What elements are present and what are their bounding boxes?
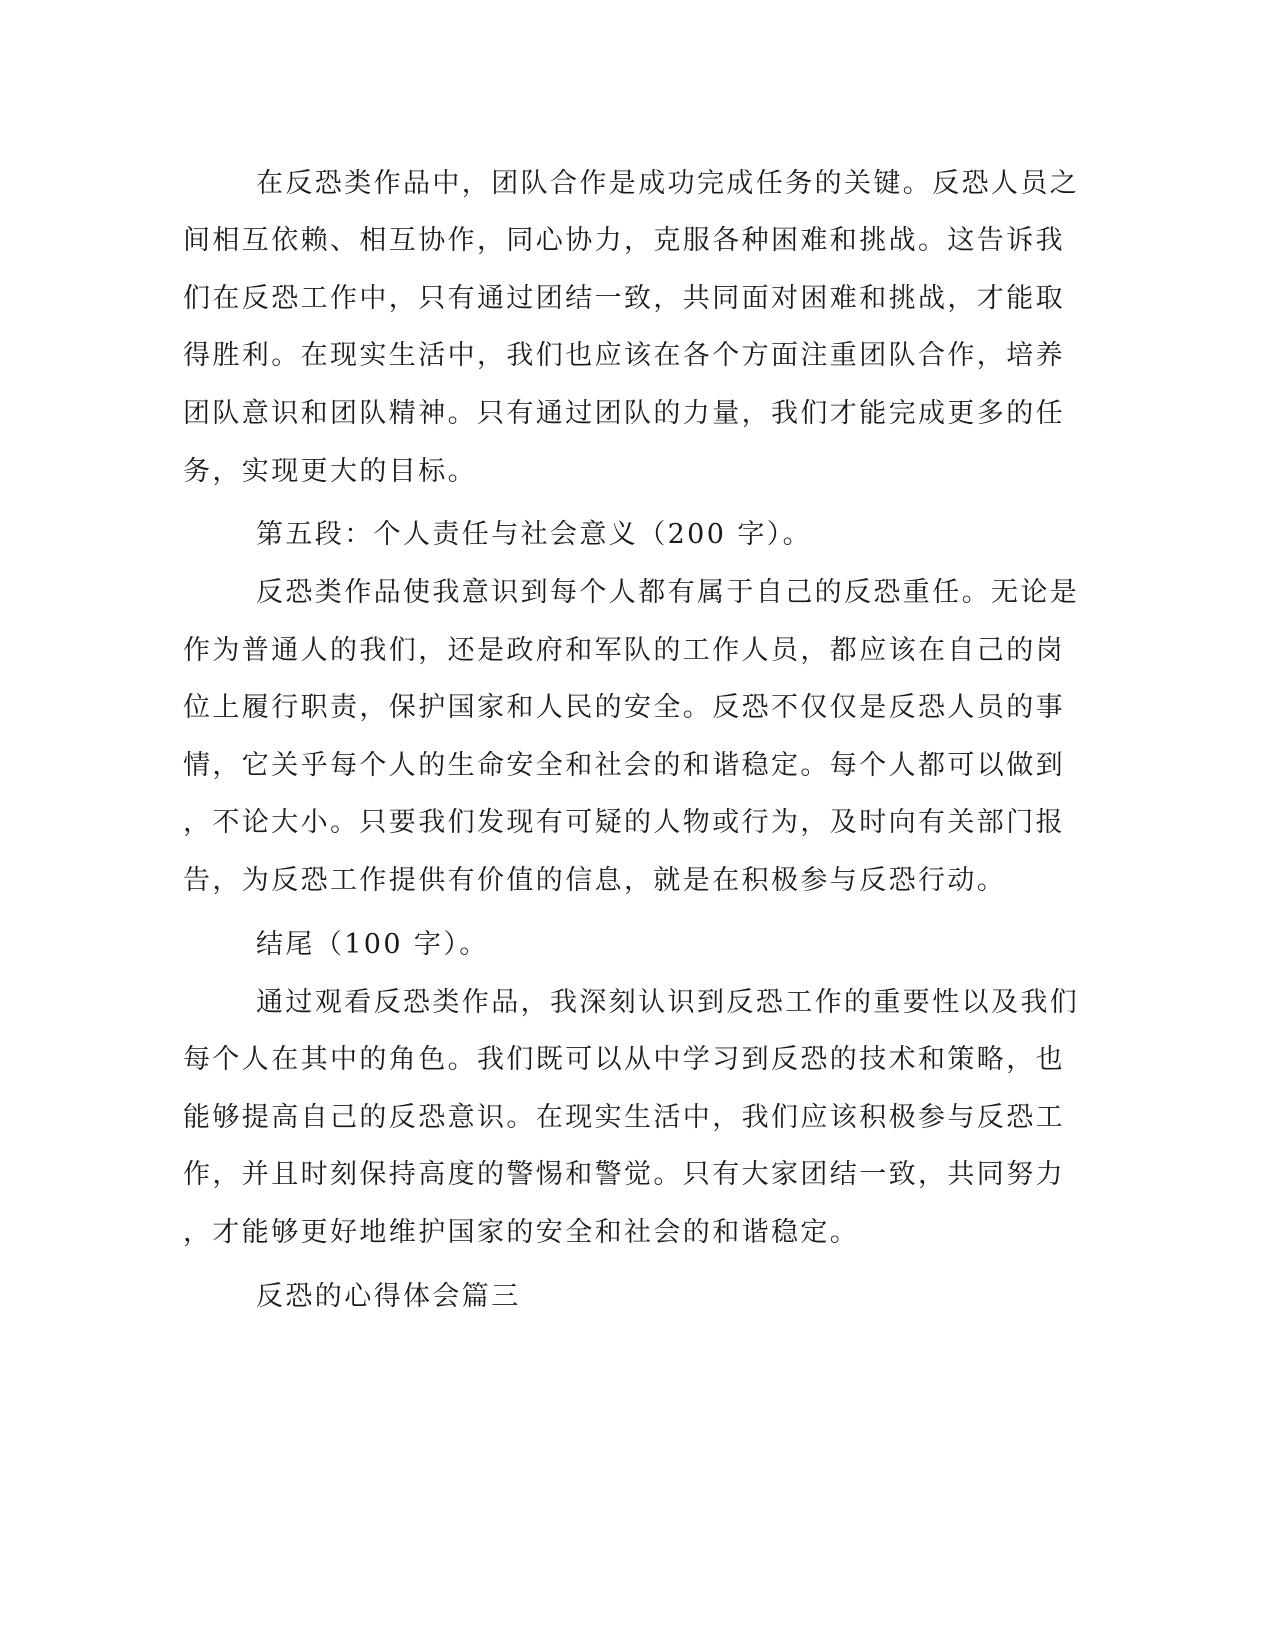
paragraph-conclusion-line: ，才能够更好地维护国家的安全和社会的和谐稳定。	[183, 1217, 860, 1248]
paragraph-conclusion-line: 能够提高自己的反恐意识。在现实生活中，我们应该积极参与反恐工	[183, 1102, 1065, 1133]
paragraph-teamwork-line: 们在反恐工作中，只有通过团结一致，共同面对困难和挑战，才能取	[183, 283, 1065, 314]
paragraph-responsibility-line: ，不论大小。只要我们发现有可疑的人物或行为，及时向有关部门报	[183, 807, 1065, 838]
paragraph-responsibility-line: 告，为反恐工作提供有价值的信息，就是在积极参与反恐行动。	[183, 865, 1007, 896]
paragraph-conclusion-line: 每个人在其中的角色。我们既可以从中学习到反恐的技术和策略，也	[183, 1044, 1065, 1075]
paragraph-responsibility-line: 位上履行职责，保护国家和人民的安全。反恐不仅仅是反恐人员的事	[183, 692, 1065, 723]
paragraph-teamwork-line: 在反恐类作品中，团队合作是成功完成任务的关键。反恐人员之	[256, 168, 1080, 199]
section-heading-ending: 结尾（100 字）。	[256, 929, 489, 960]
paragraph-conclusion-line: 作，并且时刻保持高度的警惕和警觉。只有大家团结一致，共同努力	[183, 1159, 1065, 1190]
paragraph-teamwork-line: 务，实现更大的目标。	[183, 456, 477, 487]
paragraph-responsibility-line: 反恐类作品使我意识到每个人都有属于自己的反恐重任。无论是	[256, 577, 1080, 608]
paragraph-teamwork-line: 团队意识和团队精神。只有通过团队的力量，我们才能完成更多的任	[183, 398, 1065, 429]
paragraph-responsibility-line: 作为普通人的我们，还是政府和军队的工作人员，都应该在自己的岗	[183, 635, 1065, 666]
section-heading-part-five: 第五段：个人责任与社会意义（200 字）。	[256, 519, 813, 550]
paragraph-teamwork-line: 间相互依赖、相互协作，同心协力，克服各种困难和挑战。这告诉我	[183, 225, 1065, 256]
paragraph-conclusion-line: 通过观看反恐类作品，我深刻认识到反恐工作的重要性以及我们	[256, 987, 1080, 1018]
paragraph-responsibility-line: 情，它关乎每个人的生命安全和社会的和谐稳定。每个人都可以做到	[183, 750, 1065, 781]
paragraph-teamwork-line: 得胜利。在现实生活中，我们也应该在各个方面注重团队合作，培养	[183, 340, 1065, 371]
section-title-part-three: 反恐的心得体会篇三	[256, 1281, 521, 1312]
